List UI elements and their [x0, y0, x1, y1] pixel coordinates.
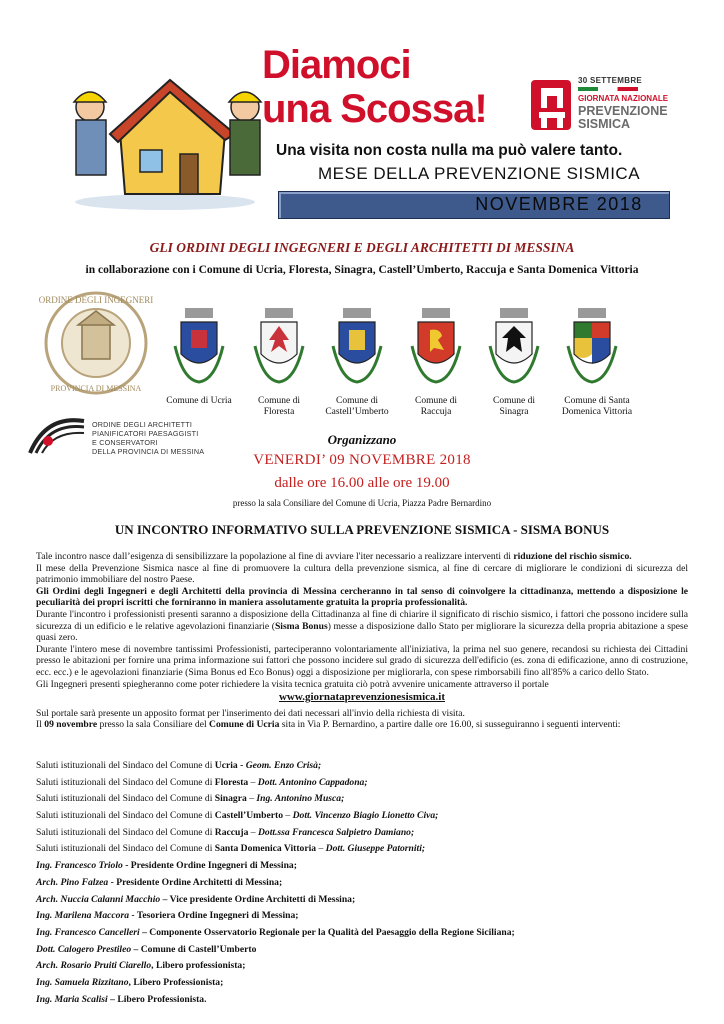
- event-hours: dalle ore 16.00 alle ore 19.00: [274, 475, 450, 491]
- list-item: Ing. Francesco Triolo - Presidente Ordine Ingegneri di Messina;: [36, 860, 297, 872]
- list-item: Saluti istituzionali del Sindaco del Comune di Santa Domenica Vittoria – Dott. Giuseppe Patorniti;: [36, 843, 426, 855]
- list-item: Arch. Pino Falzea - Presidente Ordine Architetti di Messina;: [36, 876, 283, 888]
- list-item: Ing. Maria Scalisi – Libero Professionista.: [36, 993, 207, 1005]
- prevention-day-date: 30 SETTEMBRE: [578, 76, 643, 85]
- sinagra-crest-icon: [488, 306, 540, 388]
- list-item: Dott. Calogero Prestileo – Comune di Castell’Umberto: [36, 943, 257, 955]
- list-item: Arch. Nuccia Calanni Macchio – Vice presidente Ordine Architetti di Messina;: [36, 893, 356, 905]
- paragraph-3: Gli Ordini degli Ingegneri e degli Architetti della provincia di Messina cercheranno in tal senso di coinvolgere la cittadinanza, mettendo a disposizione le peculiarità dei propri iscritti che forniranno in maniera assolutamente gratuita la propria professionalità.: [36, 585, 688, 609]
- crest-label-raccuja: Comune di Raccuja: [415, 396, 457, 417]
- list-item: Saluti istituzionali del Sindaco del Comune di Sinagra – Ing. Antonino Musca;: [36, 793, 345, 805]
- svg-text:PROVINCIA DI MESSINA: PROVINCIA DI MESSINA: [50, 384, 142, 393]
- crest-label-castellumberto: Comune di Castell’Umberto: [325, 396, 389, 417]
- cartoon-inspectors-house-icon: [60, 62, 270, 212]
- event-date: VENERDI’ 09 NOVEMBRE 2018: [253, 452, 471, 468]
- list-item: Saluti istituzionali del Sindaco del Comune di Ucria - Geom. Enzo Crisà;: [36, 760, 322, 771]
- svg-text:ORDINE DEGLI INGEGNERI: ORDINE DEGLI INGEGNERI: [38, 295, 154, 305]
- raccuja-crest-icon: [410, 306, 462, 388]
- list-item: Ing. Marilena Maccora - Tesoriera Ordine Ingegneri di Messina;: [36, 910, 299, 922]
- crest-label-sinagra: Comune di Sinagra: [493, 396, 535, 417]
- organizers-heading: GLI ORDINI DEGLI INGEGNERI E DEGLI ARCHITETTI DI MESSINA: [149, 240, 575, 255]
- paragraph-5: Durante l'intero mese di novembre tantissimi Professionisti, parteciperanno volontariamente all'iniziativa, la prima nel suo genere, recandosi su richiesta dei Cittadini presso le abitazioni per fornire una prima informazione sui fattori che possono incidere sul grado di sicurezza dell'edificio (es. zona di edificazione, anno di costruzione, ecc. ecc.) e le agevolazioni finanziarie (Sima Bonus ed Eco Bonus) oggi a disposizione per migliorarla, con spese rimborsabili fino all'85% a carico dello Stato.: [36, 643, 688, 678]
- tagline: Una visita non costa nulla ma può valere tanto.: [276, 142, 623, 159]
- body-text: [36, 551, 688, 731]
- prevention-day-name: GIORNATA NAZIONALE: [578, 94, 669, 103]
- engineers-order-seal-icon: [36, 287, 156, 399]
- prevention-day-title-1: PREVENZIONE: [578, 104, 668, 118]
- prevention-day-title-2: SISMICA: [578, 117, 631, 131]
- paragraph-2: Il mese della Prevenzione Sismica nasce al fine di promuovere la cultura della prevenzione sismica, al fine di cercare di migliorare le condizioni di sicurezza del patrimonio immobiliare del nostro Paese.: [36, 562, 688, 586]
- prevention-day-chair-logo-icon: [527, 78, 579, 132]
- paragraph-8: Il 09 novembre presso la sala Consiliare del Comune di Ucria sita in Via P. Bernardino, a partire dalle ore 16.00, si susseguiranno i seguenti interventi:: [36, 719, 621, 731]
- paragraph-4: Durante l'incontro i professionisti presenti saranno a disposizione della Cittadinanza al fine di chiarire il significato di rischio sismico, i fattori che possono incidere sulla sicurezza di un edificio e le relative agevolazioni finanziarie (Sisma Bonus) messe a disposizione dallo Stato per migliorare la sicurezza della propria abitazione a spese quasi zero.: [36, 608, 688, 644]
- slogan-line-2: una Scossa!: [262, 87, 487, 131]
- list-item: Saluti istituzionali del Sindaco del Comune di Castell’Umberto – Dott. Vincenzo Biagio Lionetto Civa;: [36, 810, 439, 822]
- event-banner: [0, 0, 724, 230]
- paragraph-7: Sul portale sarà presente un apposito format per l'inserimento dei dati necessari all'invio della richiesta di visita.: [36, 707, 465, 719]
- speakers-list: [36, 758, 688, 1008]
- crest-label-ucria: Comune di Ucria: [166, 396, 232, 406]
- collaboration-line: in collaborazione con i Comune di Ucria, Floresta, Sinagra, Castell’Umberto, Raccuja e Santa Domenica Vittoria: [85, 264, 639, 276]
- event-title: UN INCONTRO INFORMATIVO SULLA PREVENZIONE SISMICA - SISMA BONUS: [114, 522, 610, 537]
- organize-label: Organizzano: [327, 432, 397, 447]
- list-item: Saluti istituzionali del Sindaco del Comune di Floresta – Dott. Antonino Cappadona;: [36, 776, 368, 788]
- list-item: Ing. Francesco Cancelleri – Componente Osservatorio Regionale per la Qualità del Paesaggio della Regione Siciliana;: [36, 926, 515, 938]
- list-item: Saluti istituzionali del Sindaco del Comune di Raccuja – Dott.ssa Francesca Salpietro Damiano;: [36, 826, 415, 838]
- castellumberto-crest-icon: [331, 306, 383, 388]
- event-venue: presso la sala Consiliare del Comune di Ucria, Piazza Padre Bernardino: [232, 498, 492, 508]
- crest-label-santadomenica: Comune di Santa Domenica Vittoria: [561, 396, 633, 417]
- slogan-line-1: Diamoci: [262, 43, 411, 87]
- month-label: NOVEMBRE 2018: [475, 193, 643, 214]
- architects-order-text: ORDINE DEGLI ARCHITETTI PIANIFICATORI PAESAGGISTI E CONSERVATORI DELLA PROVINCIA DI MESSINA: [92, 420, 205, 456]
- floresta-crest-icon: [253, 306, 305, 388]
- month-title: MESE DELLA PREVENZIONE SISMICA: [318, 164, 641, 183]
- paragraph-1: Tale incontro nasce dall’esigenza di sensibilizzare la popolazione al fine di avviare l'iter necessario a realizzare interventi di riduzione del rischio sismico.: [36, 551, 632, 562]
- portal-link[interactable]: www.giornataprevenzionesismica.it: [278, 691, 445, 704]
- santadomenica-crest-icon: [566, 306, 618, 388]
- crest-label-floresta: Comune di Floresta: [258, 396, 300, 417]
- list-item: Arch. Rosario Pruiti Ciarello, Libero professionista;: [36, 960, 246, 972]
- ucria-crest-icon: [173, 306, 225, 388]
- list-item: Ing. Samuela Rizzitano, Libero Professionista;: [36, 976, 224, 988]
- paragraph-6: Gli Ingegneri presenti spiegheranno come poter richiedere la visita tecnica gratuita ciò potrà avvenire unicamente attraverso il portale: [36, 678, 549, 690]
- italian-flag-stripe: [578, 87, 638, 91]
